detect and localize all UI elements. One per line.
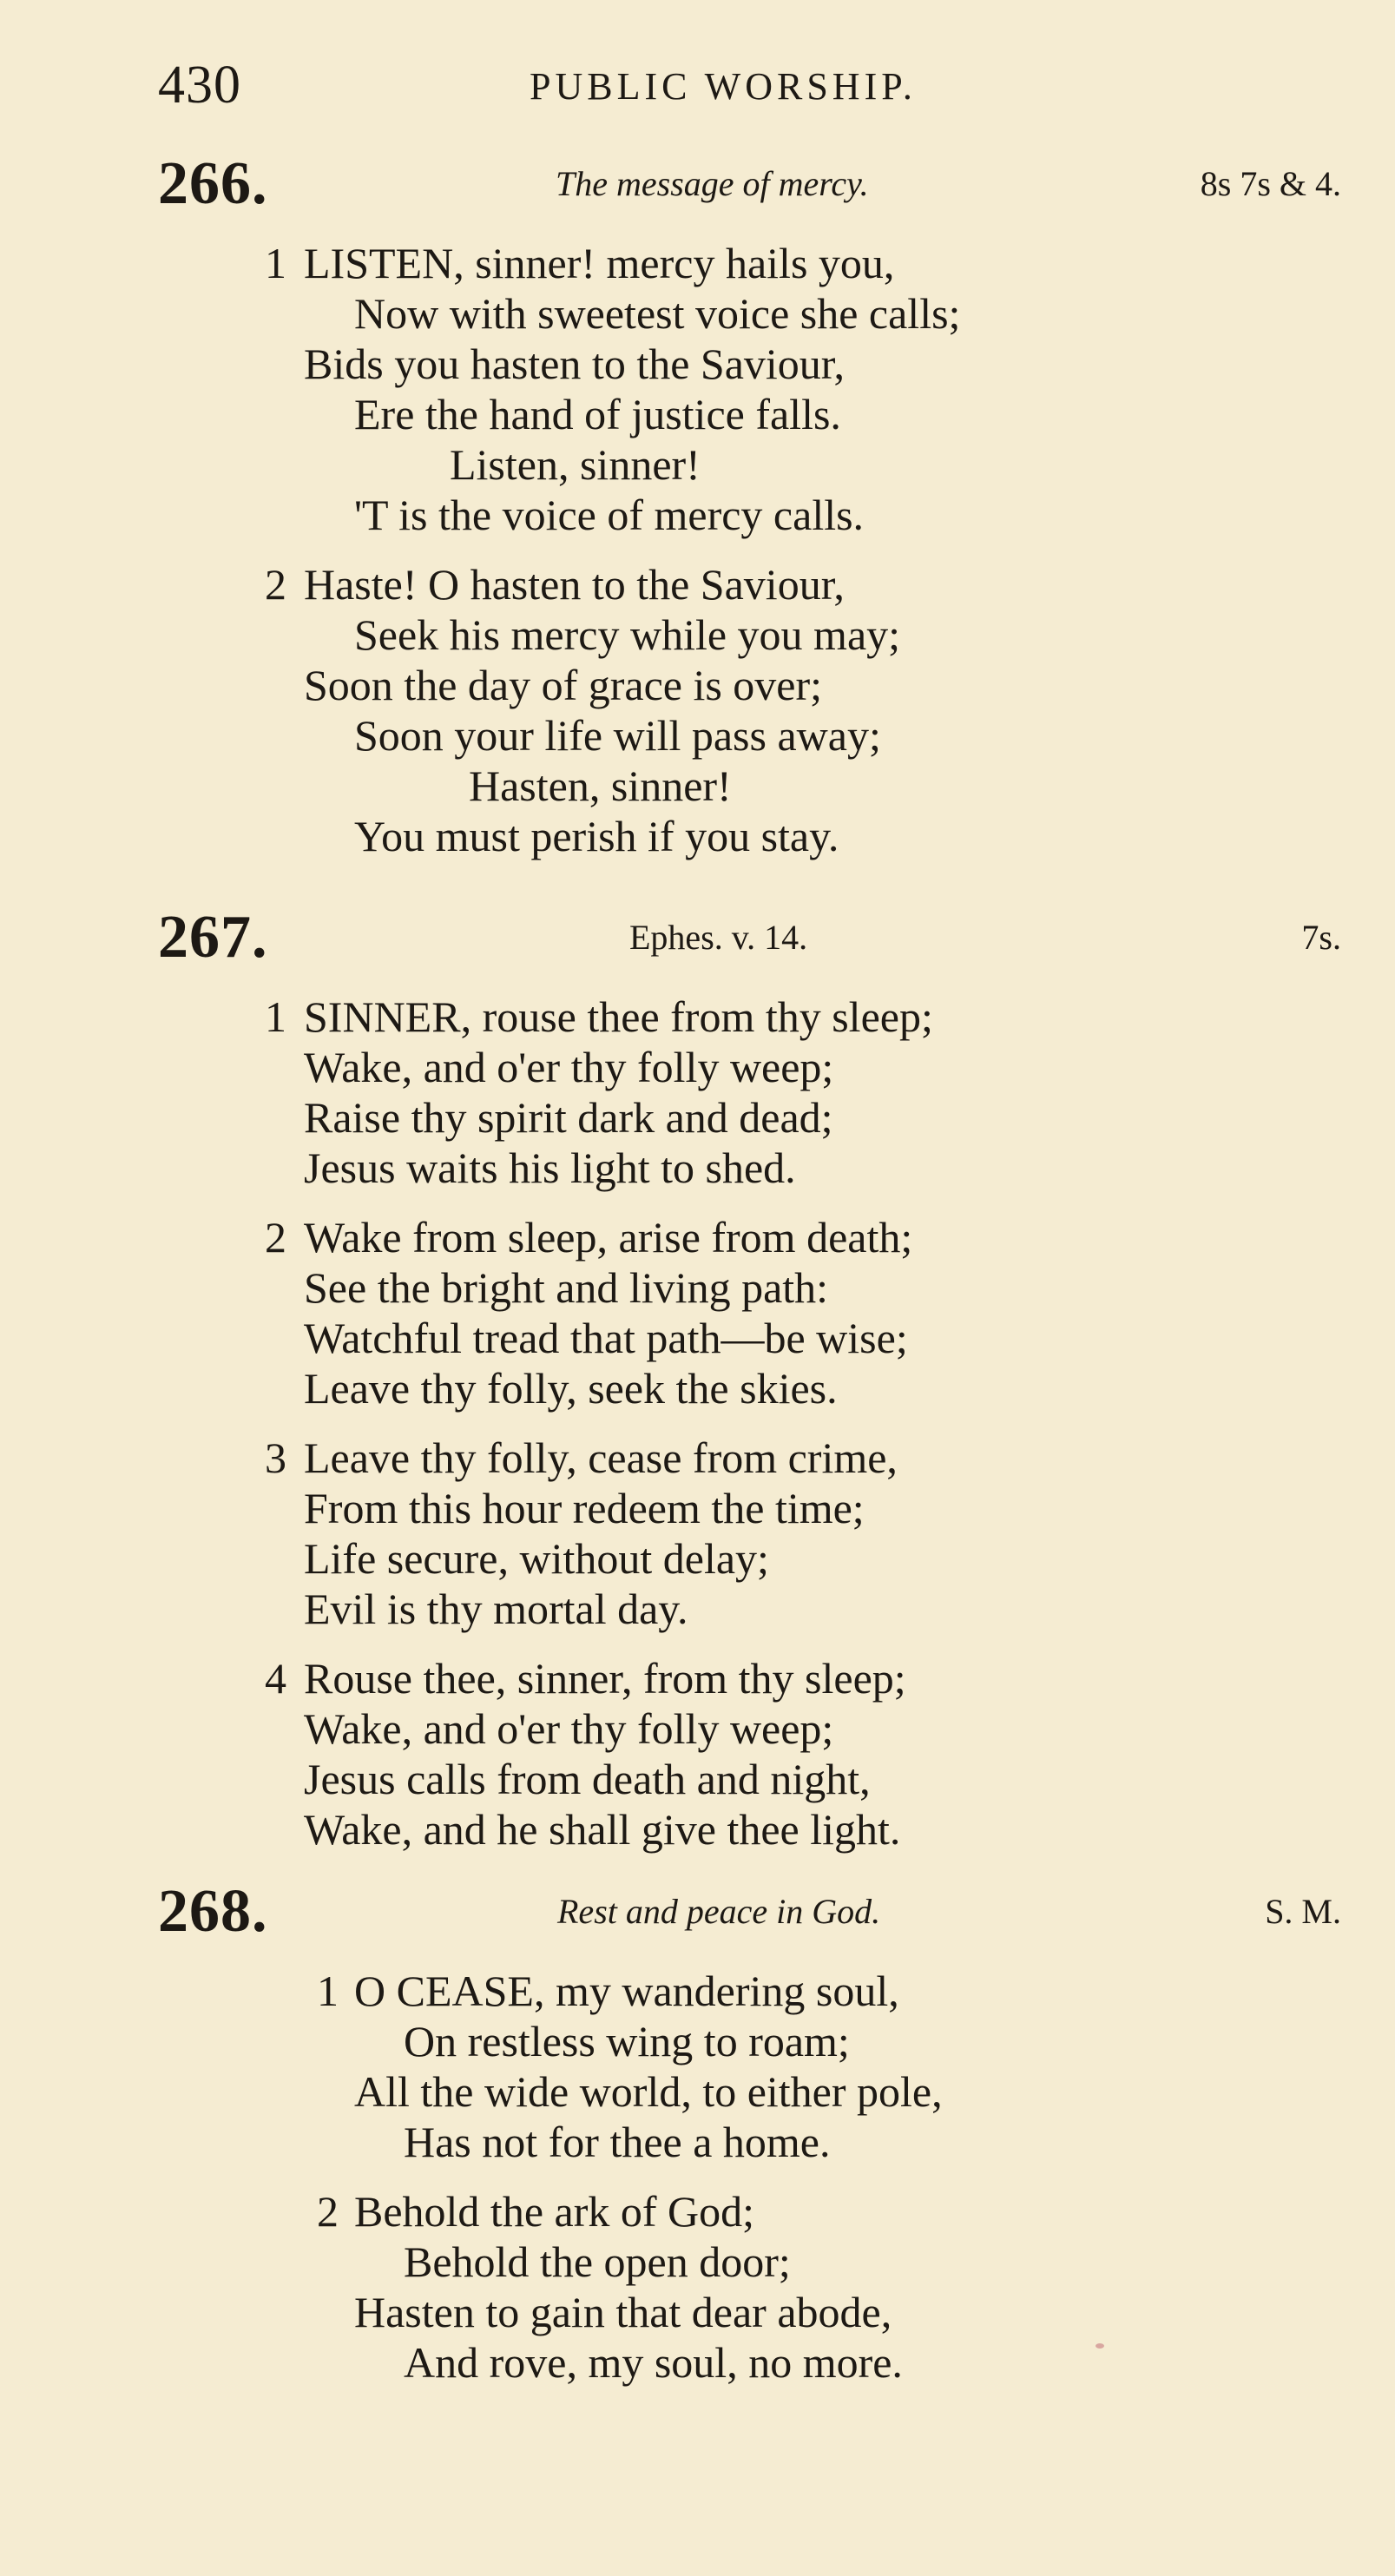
- hymn-meter: 7s.: [1301, 918, 1341, 957]
- verse-text: Hasten, sinner!: [469, 761, 732, 810]
- verse-text: 'T is the voice of mercy calls.: [354, 491, 865, 539]
- verse-text: Listen, sinner!: [450, 440, 701, 489]
- verse-text: See the bright and living path:: [304, 1263, 829, 1312]
- verse-text: On restless wing to roam;: [404, 2017, 850, 2065]
- hymn-number: 267.: [158, 904, 268, 971]
- verse-line: [0, 1143, 1395, 1193]
- stanza: [0, 1966, 1395, 2167]
- verse-line: [0, 710, 1395, 761]
- verse-text: Jesus calls from death and night,: [304, 1755, 871, 1803]
- verse-line: [0, 238, 1395, 288]
- hymn-header: [0, 149, 1395, 219]
- verse-text: Wake, and o'er thy folly weep;: [304, 1043, 834, 1091]
- verse-text: Raise thy spirit dark and dead;: [304, 1093, 833, 1142]
- verse-text: You must perish if you stay.: [354, 812, 839, 860]
- verse-text: Soon the day of grace is over;: [304, 661, 823, 709]
- verse-line: [0, 1584, 1395, 1634]
- hymn-reference: The message of mercy.: [556, 164, 869, 203]
- stanza: [0, 992, 1395, 1193]
- verse-line: [0, 1483, 1395, 1533]
- verse-text: Wake from sleep, arise from death;: [304, 1213, 913, 1262]
- verse-line: [0, 2117, 1395, 2167]
- verse-text: Wake, and o'er thy folly weep;: [304, 1704, 834, 1753]
- hymn-meter: S. M.: [1265, 1892, 1341, 1931]
- verse-line: [0, 992, 1395, 1042]
- verse-line: [0, 1042, 1395, 1092]
- verse-text: SINNER, rouse thee from thy sleep;: [304, 992, 933, 1041]
- verse-text: Leave thy folly, cease from crime,: [304, 1433, 898, 1482]
- hymn-267: [0, 903, 1395, 1855]
- verse-line: [0, 339, 1395, 389]
- stanza-number: 4: [265, 1654, 286, 1703]
- verse-line: [0, 811, 1395, 861]
- verse-line: [0, 1212, 1395, 1262]
- verse-line: [0, 2337, 1395, 2388]
- hymn-header: [0, 903, 1395, 972]
- verse-line: [0, 2287, 1395, 2337]
- verse-text: Watchful tread that path—be wise;: [304, 1314, 908, 1362]
- verse-line: [0, 1703, 1395, 1754]
- running-header: [0, 50, 1395, 120]
- stanza-number: 3: [265, 1433, 286, 1482]
- stanza-number: 1: [317, 1967, 339, 2015]
- verse-line: [0, 1262, 1395, 1313]
- stanza-number: 2: [265, 560, 286, 609]
- verse-text: And rove, my soul, no more.: [404, 2338, 903, 2387]
- stanza-number: 2: [317, 2187, 339, 2236]
- stanza: [0, 1653, 1395, 1855]
- verse-line: [0, 2016, 1395, 2066]
- verse-text: Behold the ark of God;: [354, 2187, 755, 2236]
- verse-text: Wake, and he shall give thee light.: [304, 1805, 901, 1854]
- verse-text: LISTEN, sinner! mercy hails you,: [304, 239, 895, 287]
- verse-line: [0, 1313, 1395, 1363]
- verse-line: [0, 490, 1395, 540]
- hymn-reference: Rest and peace in God.: [557, 1892, 881, 1931]
- verse-line: [0, 439, 1395, 490]
- verse-line: [0, 761, 1395, 811]
- verse-text: Bids you hasten to the Saviour,: [304, 339, 845, 388]
- hymn-number: 268.: [158, 1878, 268, 1945]
- stanza: [0, 1212, 1395, 1413]
- verse-text: Seek his mercy while you may;: [354, 610, 901, 659]
- stanza: [0, 2186, 1395, 2388]
- stanza-number: 1: [265, 992, 286, 1041]
- verse-line: [0, 2066, 1395, 2117]
- hymn-number: 266.: [158, 150, 268, 217]
- hymn-268: [0, 1877, 1395, 2388]
- verse-line: [0, 2186, 1395, 2237]
- verse-text: Rouse thee, sinner, from thy sleep;: [304, 1654, 906, 1703]
- stanza: [0, 1433, 1395, 1634]
- stanza-number: 2: [265, 1213, 286, 1262]
- verse-text: Haste! O hasten to the Saviour,: [304, 560, 845, 609]
- verse-text: Leave thy folly, seek the skies.: [304, 1364, 838, 1413]
- verse-line: [0, 559, 1395, 609]
- verse-text: All the wide world, to either pole,: [354, 2067, 943, 2116]
- verse-line: [0, 660, 1395, 710]
- stanza: [0, 559, 1395, 861]
- stanza: [0, 238, 1395, 540]
- verse-line: [0, 1804, 1395, 1855]
- running-title: PUBLIC WORSHIP.: [530, 65, 917, 108]
- verse-text: Evil is thy mortal day.: [304, 1584, 688, 1633]
- verse-line: [0, 1092, 1395, 1143]
- ink-speck: [1096, 2343, 1104, 2349]
- verse-text: Behold the open door;: [404, 2237, 791, 2286]
- verse-text: Has not for thee a home.: [404, 2118, 831, 2166]
- verse-text: From this hour redeem the time;: [304, 1484, 865, 1532]
- verse-line: [0, 609, 1395, 660]
- verse-line: [0, 288, 1395, 339]
- hymn-meter: 8s 7s & 4.: [1200, 164, 1341, 203]
- verse-line: [0, 1966, 1395, 2016]
- verse-text: Jesus waits his light to shed.: [304, 1143, 796, 1192]
- verse-line: [0, 2237, 1395, 2287]
- page-number: 430: [158, 56, 241, 115]
- hymn-reference: Ephes. v. 14.: [629, 918, 808, 957]
- verse-text: Hasten to gain that dear abode,: [354, 2288, 892, 2336]
- verse-line: [0, 1754, 1395, 1804]
- hymn-266: [0, 149, 1395, 861]
- verse-text: Ere the hand of justice falls.: [354, 390, 841, 438]
- verse-line: [0, 1363, 1395, 1413]
- verse-text: Now with sweetest voice she calls;: [354, 289, 961, 338]
- verse-line: [0, 1433, 1395, 1483]
- verse-text: Life secure, without delay;: [304, 1534, 769, 1583]
- verse-line: [0, 389, 1395, 439]
- verse-text: O CEASE, my wandering soul,: [354, 1967, 899, 2015]
- verse-text: Soon your life will pass away;: [354, 711, 881, 760]
- verse-line: [0, 1533, 1395, 1584]
- verse-line: [0, 1653, 1395, 1703]
- stanza-number: 1: [265, 239, 286, 287]
- hymn-header: [0, 1877, 1395, 1947]
